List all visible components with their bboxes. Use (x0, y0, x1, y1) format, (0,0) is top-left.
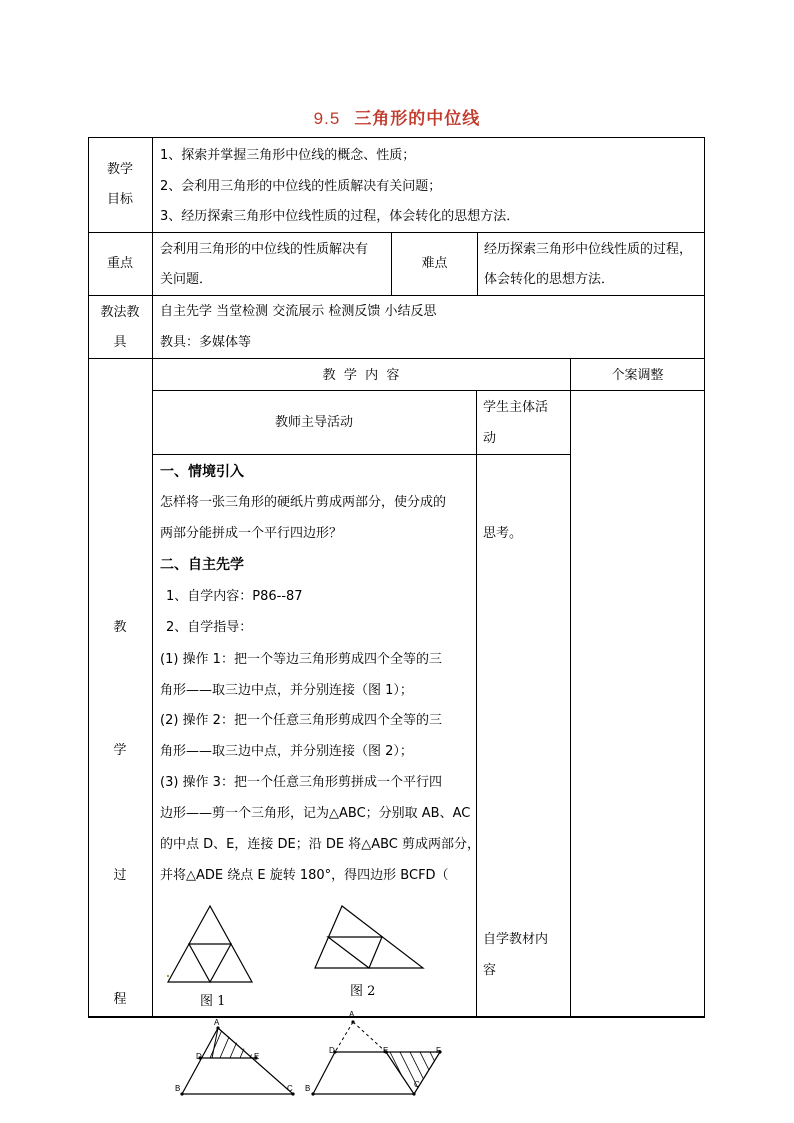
content-line: 2、自学指导： (166, 620, 253, 635)
key-text: 关问题． (160, 272, 213, 287)
content-line: 角形——取三边中点，并分别连接（图 1）； (160, 683, 413, 698)
content-header: 教 学 内 容 (322, 368, 400, 383)
process-label-char: 过 (113, 868, 127, 883)
difficulty-label: 难点 (421, 256, 448, 271)
section-heading: 一、情境引入 (160, 464, 244, 480)
page-title (0, 104, 794, 129)
method-aids: 教具：多媒体等 (160, 335, 252, 350)
content-line: 1、自学内容：P86--87 (166, 589, 303, 604)
goals-label: 教学 目标 (106, 162, 133, 207)
content-line: 怎样将一张三角形的硬纸片剪成两部分，使分成的 (160, 495, 447, 510)
section-heading: 二、自主先学 (160, 557, 244, 573)
point-label-a: A (214, 1018, 220, 1027)
point-label-d: D (329, 1046, 335, 1055)
figure-3-trapezoid (170, 1018, 305, 1100)
title-text: 三角形的中位线 (354, 109, 481, 129)
point-label-e: E (254, 1052, 260, 1061)
process-label-char: 教 (113, 620, 127, 635)
goal-item: 1、探索并掌握三角形中位线的概念、性质； (160, 148, 416, 163)
point-label-d: D (196, 1052, 202, 1061)
point-label-e: E (383, 1046, 389, 1055)
process-label-char: 程 (113, 992, 127, 1007)
student-header: 动 (483, 431, 497, 446)
method-text: 自主先学 当堂检测 交流展示 检测反馈 小结反思 (160, 304, 437, 319)
point-label-c: C (287, 1084, 293, 1093)
content-line: 边形——剪一个三角形，记为△ABC；分别取 AB、AC (160, 806, 471, 821)
student-activity: 容 (483, 963, 497, 978)
student-activity: 思考。 (483, 526, 523, 541)
goal-item: 2、会利用三角形的中位线的性质解决有关问题； (160, 179, 442, 194)
figure-2-caption: 图 2 (350, 984, 376, 999)
student-activity: 自学教材内 (483, 932, 549, 947)
content-line: (1) 操作 1：把一个等边三角形剪成四个全等的三 (160, 652, 442, 667)
content-line: 的中点 D、E，连接 DE；沿 DE 将△ABC 剪成两部分， (160, 837, 480, 852)
figure-1-caption: 图 1 (200, 994, 226, 1009)
content-line: 两部分能拼成一个平行四边形？ (160, 526, 343, 541)
key-label: 重点 (106, 256, 133, 271)
point-label-f: F (436, 1046, 441, 1055)
point-label-b: B (305, 1084, 311, 1093)
content-line: 角形——取三边中点，并分别连接（图 2）； (160, 744, 413, 759)
figure-4-parallelogram (300, 1012, 460, 1100)
adjust-header: 个案调整 (611, 368, 664, 383)
figure-1-triangle (160, 898, 270, 988)
point-label-b: B (175, 1084, 181, 1093)
section-number: 9.5 (313, 109, 341, 128)
point-label-a: A (349, 1010, 355, 1019)
teacher-header: 教师主导活动 (274, 415, 353, 430)
difficulty-text: 体会转化的思想方法． (484, 272, 615, 287)
content-line: (2) 操作 2：把一个任意三角形剪成四个全等的三 (160, 713, 442, 728)
key-text: 会利用三角形的中位线的性质解决有 (160, 242, 369, 257)
goal-item: 3、经历探索三角形中位线性质的过程，体会转化的思想方法． (160, 209, 520, 224)
process-label-char: 学 (113, 743, 127, 758)
point-label-c: C (414, 1080, 420, 1089)
method-label: 教法教 具 (100, 305, 140, 350)
student-header: 学生主体活 (483, 400, 549, 415)
difficulty-text: 经历探索三角形中位线性质的过程， (484, 242, 693, 257)
content-line: 并将△ADE 绕点 E 旋转 180°，得四边形 BCFD（ (160, 868, 449, 883)
figure-2-triangle (305, 898, 435, 978)
content-line: (3) 操作 3：把一个任意三角形剪拼成一个平行四 (160, 775, 442, 790)
